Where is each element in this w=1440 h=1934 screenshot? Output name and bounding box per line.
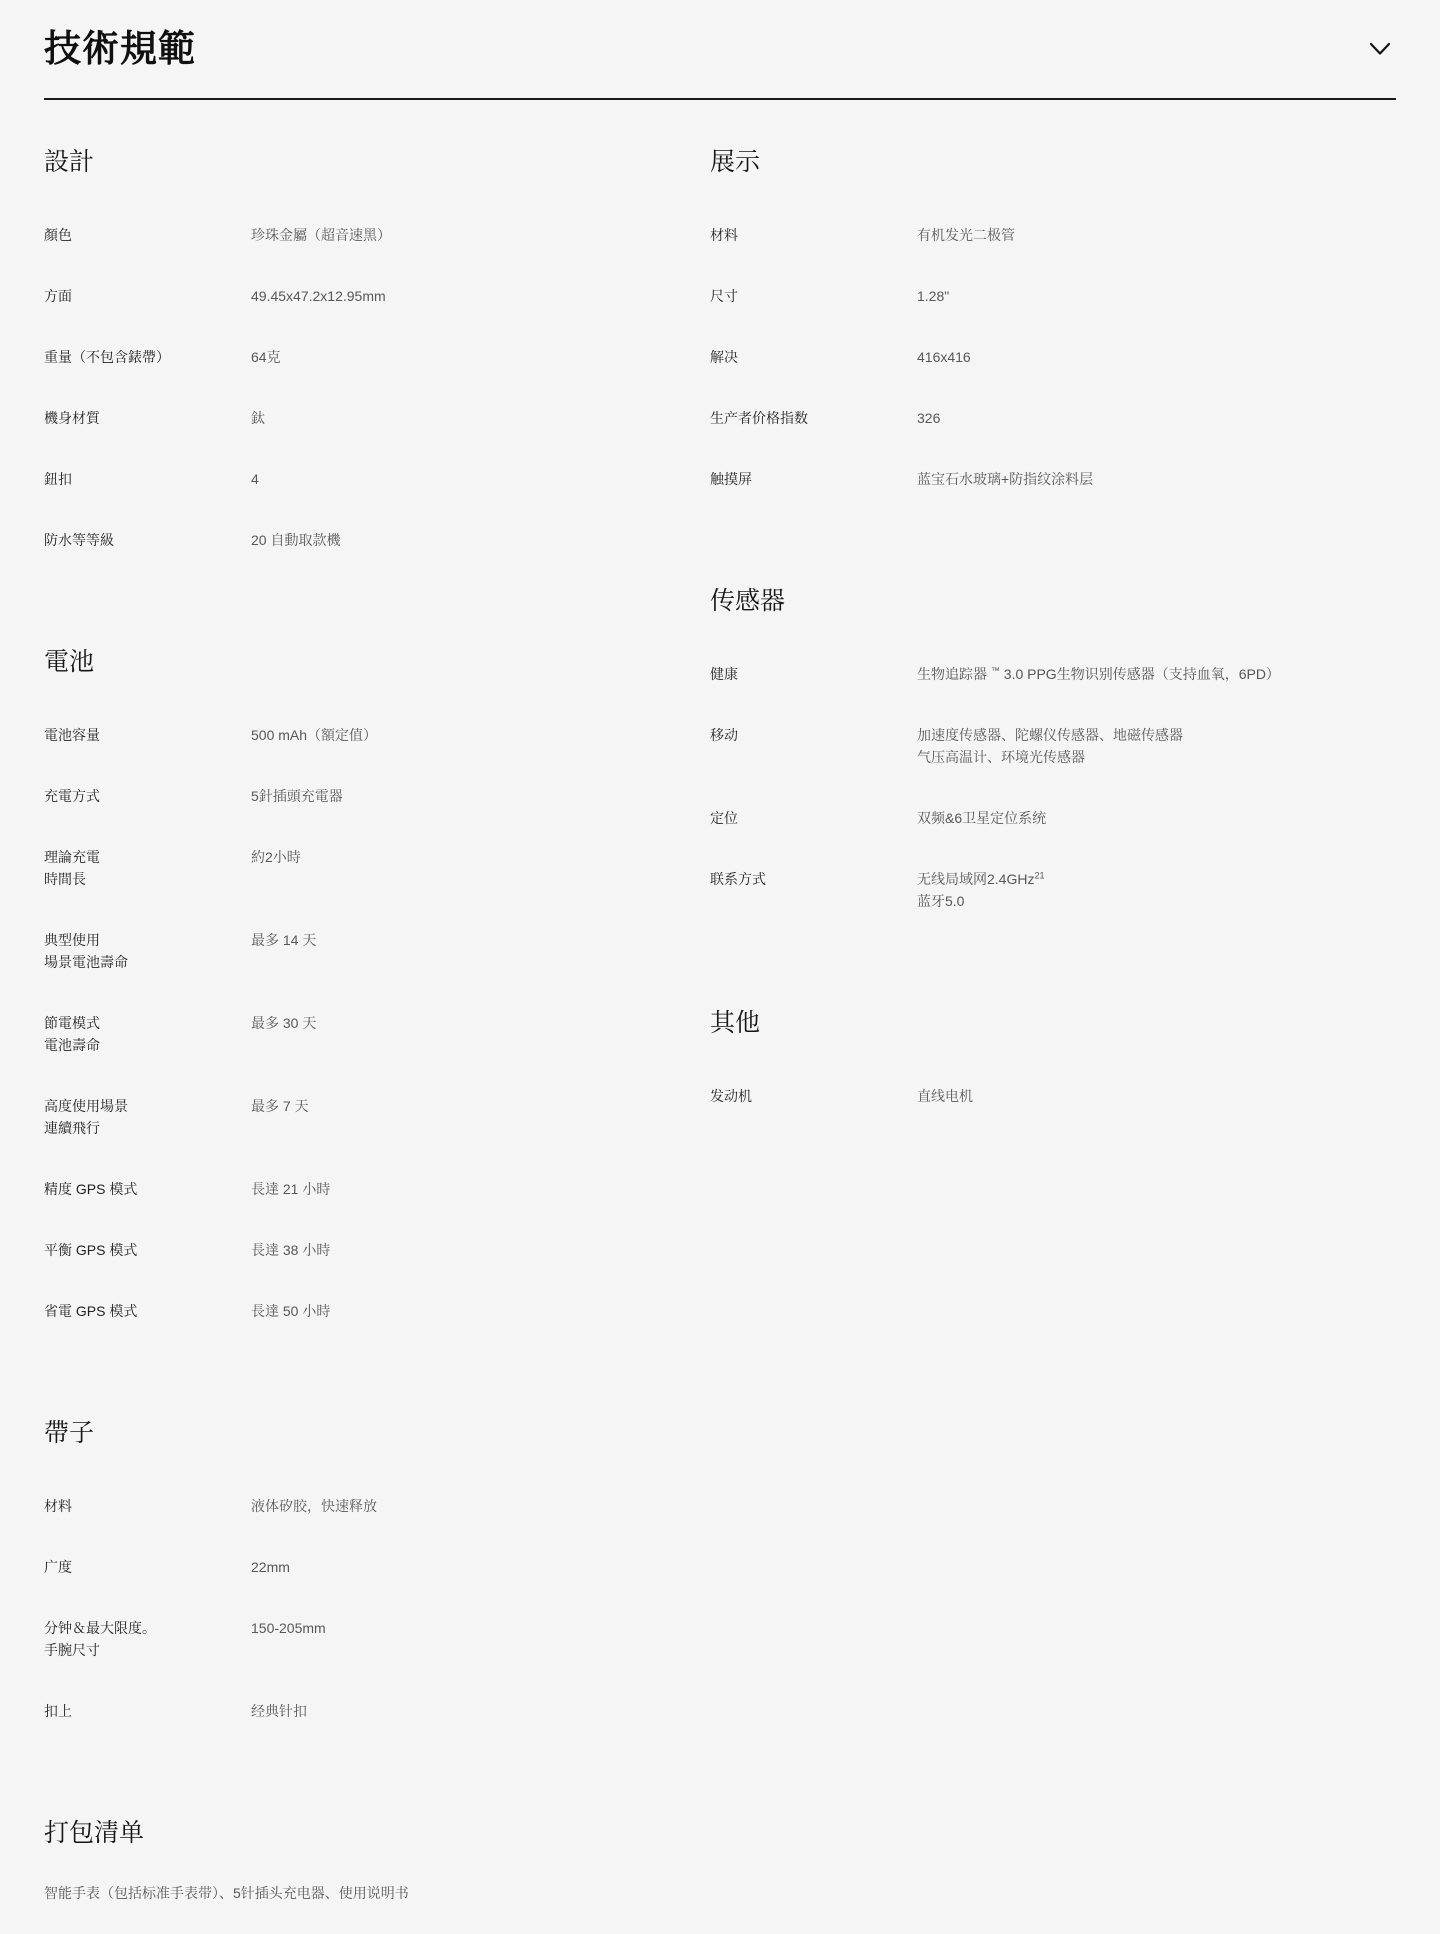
spec-label [44,1617,251,1661]
spec-label-line: 移动 [710,727,738,743]
spec-value [917,285,1396,307]
spec-value [251,224,710,246]
spec-value-line: 5針插頭充電器 [251,788,343,804]
spec-value-line: 鈦 [251,410,265,426]
spec-rows [710,224,1396,490]
spec-label-line: 联系方式 [710,871,766,887]
spec-value-line: 最多 14 天 [251,932,317,948]
spec-value-line: 4 [251,471,259,487]
spec-label-line: 省電 GPS 模式 [44,1303,138,1319]
spec-row [44,1495,710,1517]
spec-row [710,407,1396,429]
spec-label [710,1085,917,1107]
spec-value [917,407,1396,429]
spec-label-line: 精度 GPS 模式 [44,1181,138,1197]
spec-value [917,346,1396,368]
spec-label-line: 触摸屏 [710,471,752,487]
spec-value [251,346,710,368]
spec-label-line: 材料 [710,227,738,243]
page-title: 技術規範 [44,28,196,69]
spec-value-line: 長達 21 小時 [251,1181,331,1197]
spec-section [44,647,710,1322]
spec-section [710,1008,1396,1107]
spec-row [710,868,1396,912]
spec-value [251,1617,710,1639]
spec-row [44,1178,710,1200]
specs-columns [44,100,1396,1722]
spec-row [710,1085,1396,1107]
spec-label-line: 材料 [44,1498,72,1514]
chevron-down-icon [1368,42,1392,56]
spec-label [44,1300,251,1322]
spec-row [710,468,1396,490]
spec-value-line: 气压高温计、环境光传感器 [917,749,1085,765]
spec-label-line: 重量（不包含錶帶） [44,349,170,365]
spec-value [251,1239,710,1261]
spec-label-line: 生产者价格指数 [710,410,808,426]
spec-rows [44,1495,710,1722]
section-heading: 传感器 [710,587,786,615]
spec-label [44,529,251,551]
spec-row [710,346,1396,368]
spec-label [710,285,917,307]
spec-value-line: 150-205mm [251,1620,326,1636]
spec-value [251,1178,710,1200]
spec-label [710,468,917,490]
spec-label [44,1095,251,1139]
spec-label-line: 場景電池壽命 [44,954,128,970]
spec-value [251,846,710,868]
spec-label [44,785,251,807]
spec-row [710,807,1396,829]
spec-row [44,468,710,490]
spec-row [44,407,710,429]
spec-label [44,1495,251,1517]
spec-label-line: 解决 [710,349,738,365]
spec-rows [710,663,1396,912]
spec-label-line: 時間長 [44,871,86,887]
spec-label [44,846,251,890]
specs-accordion-header[interactable] [44,28,1396,70]
spec-value [251,929,710,951]
spec-label-line: 分钟＆最大限度。 [44,1620,156,1636]
spec-value [251,1012,710,1034]
spec-label [44,1556,251,1578]
spec-value-line: 双频&6卫星定位系统 [917,810,1047,826]
spec-row [710,663,1396,685]
spec-label-line: 理論充電 [44,849,100,865]
section-heading-packing: 打包清单 [44,1819,145,1847]
spec-row [44,724,710,746]
spec-rows [710,1085,1396,1107]
spec-label [710,407,917,429]
spec-row [44,285,710,307]
spec-label-line: 扣上 [44,1703,72,1719]
spec-value-line: 加速度传感器、陀螺仪传感器、地磁传感器 [917,727,1183,743]
spec-value-line: 蓝宝石水玻璃+防指纹涂料层 [917,471,1094,487]
spec-row [44,1095,710,1139]
spec-value-line: 经典针扣 [251,1703,307,1719]
spec-label-line: 電池壽命 [44,1037,100,1053]
spec-label-line: 手腕尺寸 [44,1642,100,1658]
spec-label-line: 機身材質 [44,410,100,426]
spec-label-line: 鈕扣 [44,471,72,487]
spec-value-line: 最多 7 天 [251,1098,309,1114]
spec-row [44,929,710,973]
spec-value-line: 生物追踪器 ™ 3.0 PPG生物识别传感器（支持血氧，6PD） [917,665,1280,682]
spec-label-line: 典型使用 [44,932,100,948]
spec-value [917,468,1396,490]
spec-value-line: 416x416 [917,349,971,365]
spec-value-line: 22mm [251,1559,290,1575]
spec-label-line: 節電模式 [44,1015,100,1031]
spec-value-line: 珍珠金屬（超音速黑） [251,227,391,243]
spec-rows [44,724,710,1322]
section-heading: 展示 [710,148,761,176]
spec-label [44,346,251,368]
spec-value [251,785,710,807]
spec-label-line: 電池容量 [44,727,100,743]
spec-row [44,224,710,246]
spec-label [44,929,251,973]
spec-value-line: 20 自動取款機 [251,532,341,548]
spec-rows [44,224,710,551]
section-heading: 帶子 [44,1419,95,1447]
spec-value-line: 1.28" [917,288,950,304]
spec-value [251,285,710,307]
spec-section [44,1418,710,1722]
spec-value-line: 液体矽胶，快速释放 [251,1498,377,1514]
spec-label [44,1239,251,1261]
spec-value-line: 直线电机 [917,1088,973,1104]
spec-label [44,224,251,246]
spec-row [710,724,1396,768]
spec-row [44,1556,710,1578]
spec-label-line: 健康 [710,666,738,682]
spec-value [251,1700,710,1722]
spec-value-line: 64克 [251,349,281,365]
spec-row [44,346,710,368]
spec-section [710,586,1396,912]
spec-label-line: 发动机 [710,1088,752,1104]
spec-label-line: 定位 [710,810,738,826]
spec-label-line: 平衡 GPS 模式 [44,1242,138,1258]
spec-label-line: 連續飛行 [44,1120,100,1136]
spec-label [710,663,917,685]
spec-row [710,285,1396,307]
spec-label [710,807,917,829]
spec-value-line: 長達 38 小時 [251,1242,331,1258]
spec-row [44,1300,710,1322]
spec-label [44,1178,251,1200]
section-heading: 設計 [44,148,95,176]
spec-value [251,468,710,490]
spec-value [251,407,710,429]
spec-value-line: 326 [917,410,941,426]
spec-value-line: 長達 50 小時 [251,1303,331,1319]
spec-value [251,1556,710,1578]
spec-label [44,407,251,429]
spec-value-line: 最多 30 天 [251,1015,317,1031]
spec-row [44,1239,710,1261]
spec-value-line: 500 mAh（額定值） [251,727,378,743]
spec-label [44,468,251,490]
spec-value [251,1095,710,1117]
spec-label-line: 充電方式 [44,788,100,804]
spec-value [251,1495,710,1517]
spec-row [44,529,710,551]
spec-value [917,724,1396,768]
spec-label [44,724,251,746]
spec-label-line: 方面 [44,288,72,304]
spec-label [710,346,917,368]
spec-value [251,724,710,746]
spec-value [917,1085,1396,1107]
spec-label-line: 广度 [44,1559,72,1575]
specs-column-left [44,100,710,1722]
spec-label [44,1700,251,1722]
spec-value-line: 有机发光二极管 [917,227,1015,243]
spec-value-line: 蓝牙5.0 [917,893,965,909]
specs-column-right [710,100,1396,1107]
spec-row [44,1700,710,1722]
spec-value [251,529,710,551]
spec-section [44,147,710,551]
spec-value [251,1300,710,1322]
spec-label-line: 尺寸 [710,288,738,304]
spec-value-line: 49.45x47.2x12.95mm [251,288,386,304]
spec-label [44,1012,251,1056]
section-heading: 電池 [44,648,95,676]
spec-label [44,285,251,307]
packing-list-text: 智能手表（包括标准手表带）、5针插头充电器、使用说明书 [44,1885,409,1901]
spec-row [44,846,710,890]
spec-row [44,1012,710,1056]
spec-value [917,663,1396,685]
spec-value-line: 无线局域网2.4GHz$^{21}$ [917,870,1045,887]
spec-row [44,785,710,807]
section-heading: 其他 [710,1009,761,1037]
superscript: ™ [990,665,1000,676]
spec-value [917,807,1396,829]
spec-value [917,224,1396,246]
collapse-toggle-button[interactable] [1364,38,1396,60]
section-packing-list [44,1818,1396,1904]
superscript: 21 [1034,870,1045,881]
spec-value [917,868,1396,912]
spec-label [710,868,917,890]
spec-section [710,147,1396,490]
spec-label-line: 顏色 [44,227,72,243]
spec-label-line: 高度使用場景 [44,1098,128,1114]
spec-row [44,1617,710,1661]
spec-label [710,724,917,746]
spec-row [710,224,1396,246]
spec-value-line: 約2小時 [251,849,301,865]
spec-label [710,224,917,246]
spec-label-line: 防水等等級 [44,532,114,548]
